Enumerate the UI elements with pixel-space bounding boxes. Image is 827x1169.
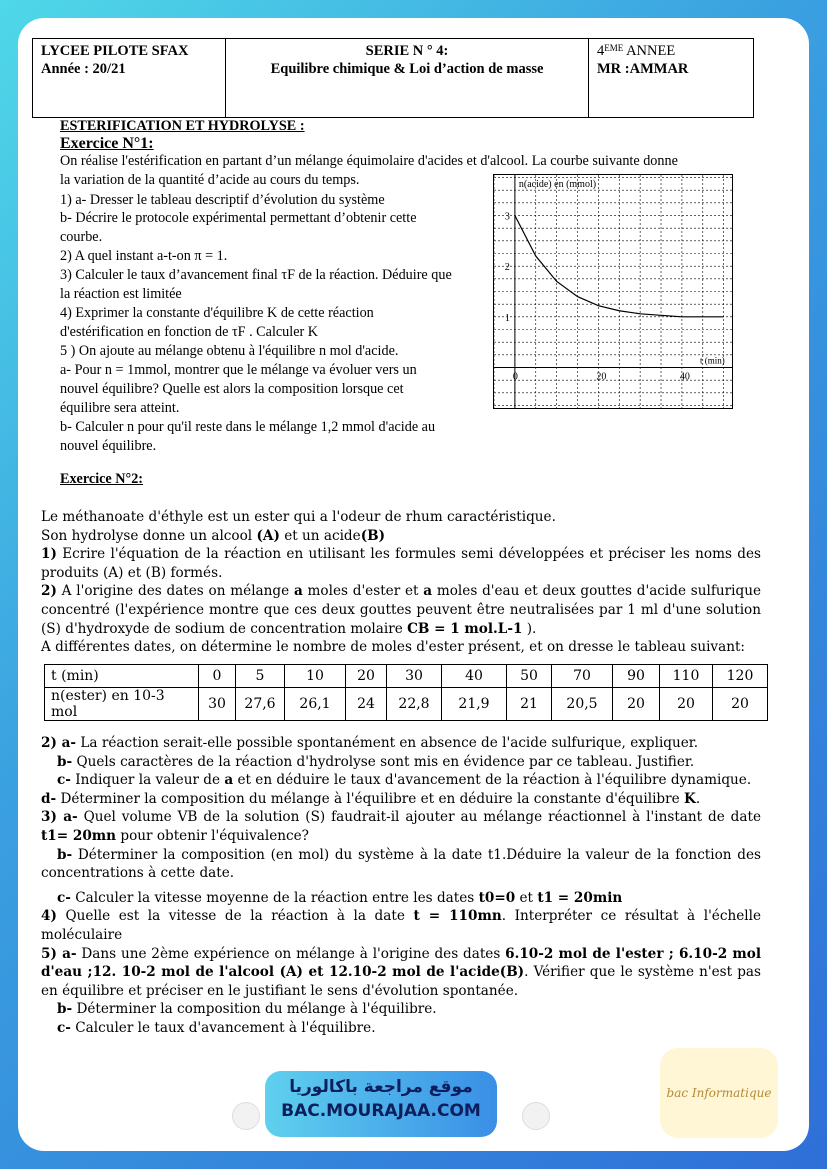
table-cell-time: 110 — [660, 665, 713, 688]
y-axis-label: n(acide) en (mmol) — [518, 179, 597, 190]
ex2-questions — [41, 734, 761, 1038]
header-school-cell — [33, 39, 226, 117]
y-tick-label: 1 — [504, 312, 510, 324]
table-cell-ester: 21 — [507, 688, 552, 721]
q5c: c- Calculer le taux d'avancement à l'équilibre. — [57, 1019, 376, 1036]
ex2-intro-line1: Le méthanoate d'éthyle est un ester qui a l'odeur de rhum caractéristique. — [41, 509, 556, 525]
header-series-cell — [226, 39, 589, 117]
ex2-intro — [41, 508, 761, 657]
site-url[interactable]: BAC.MOURAJAA.COM — [281, 1101, 481, 1121]
ex1-line: nouvel équilibre. — [60, 438, 157, 454]
header-level-cell — [589, 39, 753, 117]
table-cell-time: 70 — [552, 665, 613, 688]
ex1-line: 3) Calculer le taux d’avancement final τF de la réaction. Déduire que — [60, 267, 452, 283]
ex1-line: courbe. — [60, 229, 103, 245]
table-cell-time: 120 — [713, 665, 768, 688]
school-year: Année : 20/21 — [41, 61, 126, 77]
table-cell-time: 30 — [387, 665, 442, 688]
x-tick-label: 40 — [679, 371, 690, 383]
ex1-line: b- Calculer n pour qu'il reste dans le mélange 1,2 mmol d'acide au — [60, 419, 436, 435]
table-cell-ester: 30 — [199, 688, 236, 721]
ex1-title: Exercice N°1: — [60, 135, 154, 152]
table-cell-ester: 26,1 — [285, 688, 346, 721]
table-cell-ester: 22,8 — [387, 688, 442, 721]
level: 4EME ANNEE — [597, 43, 676, 59]
q2a: 2) a- La réaction serait-elle possible spontanément en absence de l'acide sulfurique, expliquer. — [41, 735, 699, 751]
ex1-line: la réaction est limitée — [60, 286, 182, 302]
ex1-line: 4) Exprimer la constante d'équilibre K de cette réaction — [60, 305, 374, 321]
table-cell-time: 10 — [285, 665, 346, 688]
y-tick-label: 3 — [504, 211, 510, 223]
table-cell-ester: 20,5 — [552, 688, 613, 721]
q5a: 5) a- Dans une 2ème expérience on mélange à l'origine des dates 6.10-2 mol de l'ester ; 6.10-2 mol d'eau ;12. 10-2 mol de l'alcool (A) et 12.10-2 mol de l'acide(B). Vérifier que le système n'est pas en équilibre et préciser en le justifiant le sens d'évolution spontanée. — [41, 945, 762, 999]
ex2-q2-table-intro: A différentes dates, on détermine le nombre de moles d'ester présent, et on dresse le tableau suivant: — [41, 639, 746, 656]
table-cell-ester: 20 — [613, 688, 660, 721]
table-cell-time: 20 — [346, 665, 387, 688]
series-subject: Equilibre chimique & Loi d’action de masse — [270, 61, 544, 77]
table-cell-time: 40 — [442, 665, 507, 688]
x-tick-label: 20 — [596, 371, 607, 383]
q3a: 3) a- Quel volume VB de la solution (S) faudrait-il ajouter au mélange réactionnel à l'instant de date t1= 20mn pour obtenir l'équivalence? — [41, 809, 762, 844]
ex1-line: a- Pour n = 1mmol, montrer que le mélange va évoluer vers un — [60, 362, 417, 378]
header-table — [32, 38, 754, 118]
ex1-line: nouvel équilibre? Quelle est alors la composition lorsque cet — [60, 381, 404, 397]
table-header-time: t (min) — [45, 665, 199, 688]
series-title: SERIE N ° 4: — [365, 43, 449, 59]
q5b: b- Déterminer la composition du mélange à l'équilibre. — [57, 1001, 437, 1018]
table-row — [45, 688, 768, 721]
ex1-line: 2) A quel instant a-t-on π = 1. — [60, 248, 228, 264]
ex1-line: On réalise l'estérification en partant d’un mélange équimolaire d'acides et d'alcool. La courbe suivante donne — [60, 153, 678, 169]
q4: 4) Quelle est la vitesse de la réaction à la date t = 110mn. Interpréter ce résultat à l'échelle moléculaire — [41, 908, 762, 943]
ex1-line: la variation de la quantité d’acide au cours du temps. — [60, 172, 360, 188]
site-arabic-name: موقع مراجعة باكالوريا — [289, 1077, 473, 1097]
site-banner[interactable] — [265, 1071, 497, 1137]
ex2-q2: 2) A l'origine des dates on mélange a moles d'ester et a moles d'eau et deux gouttes d'acide sulfurique concentré (l'expérience montre que ces deux gouttes peuvent être neutralisées par 1 ml d'une solution (S) d'hydroxyde de sodium de concentration molaire CB = 1 mol.L-1 ). — [41, 583, 762, 637]
x-tick-label: 0 — [512, 371, 518, 383]
ex2-q1: 1) Ecrire l'équation de la réaction en utilisant les formules semi développées et préciser les noms des produits (A) et (B) formés. — [41, 546, 761, 581]
ex1-line: 1) a- Dresser le tableau descriptif d’évolution du système — [60, 192, 385, 208]
ex1-line: d'estérification en fonction de τF . Calculer K — [60, 324, 319, 340]
chart-svg — [494, 175, 732, 408]
table-cell-ester: 24 — [346, 688, 387, 721]
school-name: LYCEE PILOTE SFAX — [41, 43, 189, 59]
ex2-title: Exercice N°2: — [60, 471, 144, 487]
table-cell-ester: 21,9 — [442, 688, 507, 721]
q3c: c- Calculer la vitesse moyenne de la réaction entre les dates t0=0 et t1 = 20min — [57, 889, 623, 906]
q2b: b- Quels caractères de la réaction d'hydrolyse sont mis en évidence par ce tableau. Justifier. — [57, 753, 695, 770]
site-logo-icon — [522, 1102, 550, 1130]
ester-table — [44, 664, 768, 721]
table-cell-ester: 20 — [660, 688, 713, 721]
table-cell-ester: 20 — [713, 688, 768, 721]
table-header-ester: n(ester) en 10-3 mol — [45, 688, 199, 721]
table-cell-time: 0 — [199, 665, 236, 688]
q2d: d- Déterminer la composition du mélange à l'équilibre et en déduire la constante d'équilibre K. — [41, 790, 701, 807]
y-tick-label: 2 — [504, 262, 510, 274]
table-row — [45, 665, 768, 688]
q2c: c- Indiquer la valeur de a et en déduire le taux d'avancement de la réaction à l'équilibre dynamique. — [57, 772, 752, 789]
ex1-line: équilibre sera atteint. — [60, 400, 180, 416]
teacher: MR :AMMAR — [597, 61, 689, 77]
acid-curve-graph — [493, 174, 733, 409]
table-cell-time: 50 — [507, 665, 552, 688]
q3b: b- Déterminer la composition (en mol) du système à la date t1.Déduire la valeur de la fonction des concentrations à cette date. — [41, 846, 761, 882]
table-cell-time: 90 — [613, 665, 660, 688]
ex2-intro-line2: Son hydrolyse donne un alcool (A) et un acide(B) — [41, 527, 386, 544]
site-logo-icon — [232, 1102, 260, 1130]
bac-informatique-badge: bac Informatique — [660, 1048, 778, 1138]
ex1-line: 5 ) On ajoute au mélange obtenu à l'équilibre n mol d'acide. — [60, 343, 399, 359]
section-title: ESTERIFICATION ET HYDROLYSE : — [60, 118, 305, 134]
table-cell-ester: 27,6 — [236, 688, 285, 721]
table-cell-time: 5 — [236, 665, 285, 688]
x-axis-label: t (min) — [700, 355, 725, 366]
ex1-line: b- Décrire le protocole expérimental permettant d’obtenir cette — [60, 210, 417, 226]
